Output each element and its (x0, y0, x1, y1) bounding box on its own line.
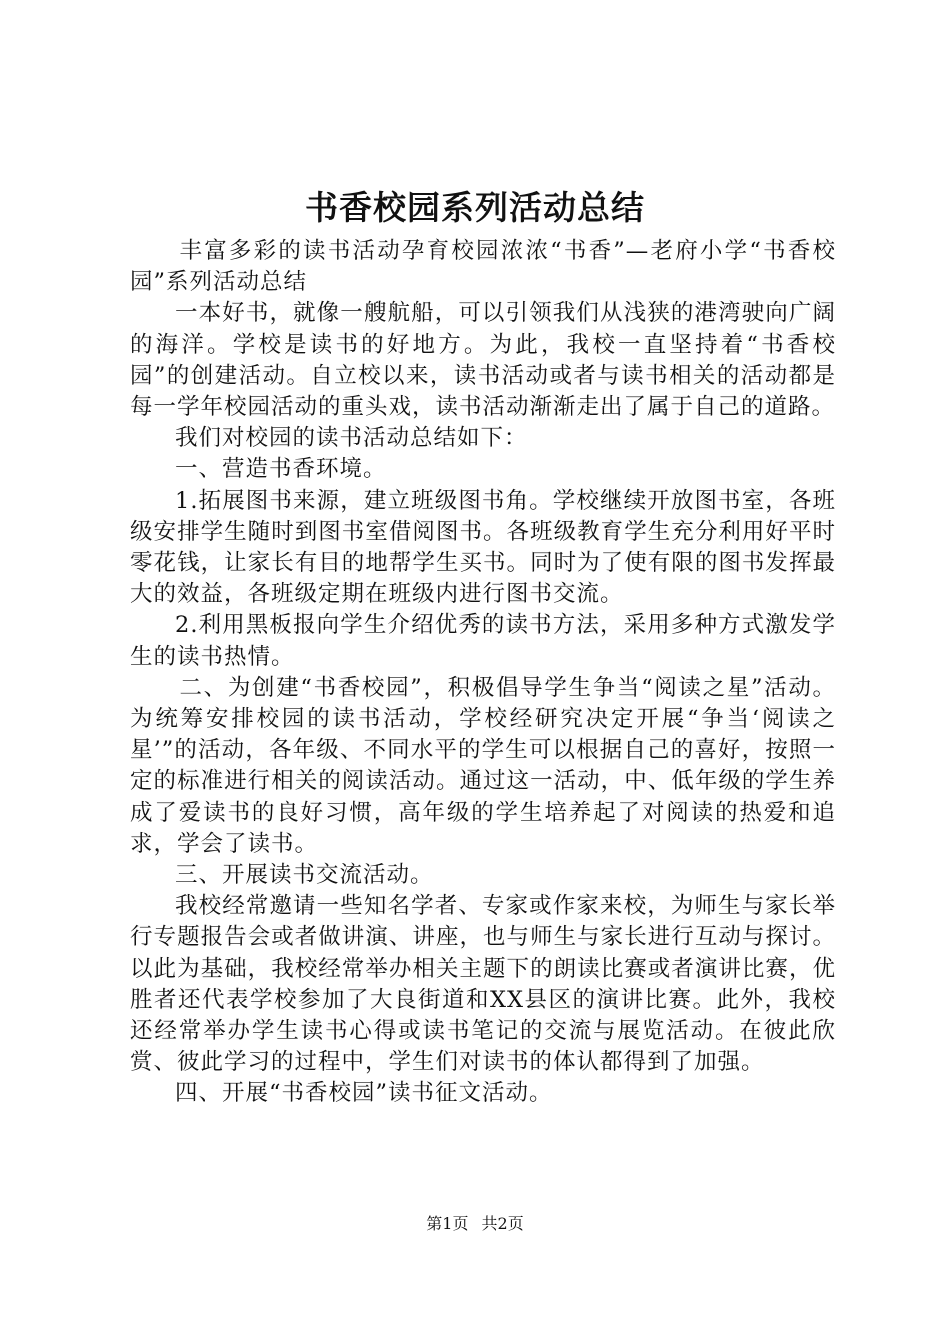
page-number: 第1页 (426, 1214, 469, 1233)
subtitle-paragraph: 丰富多彩的读书活动孕育校园浓浓“书香”—老府小学“书香校园”系列活动总结 (130, 238, 836, 296)
body-paragraph: 一本好书，就像一艘航船，可以引领我们从浅狭的港湾驶向广阔的海洋。学校是读书的好地方。为此，我校一直坚持着“书香校园”的创建活动。自立校以来，读书活动或者与读书相关的活动都是每一学年校园活动的重头戏，读书活动渐渐走出了属于自己的道路。 (130, 300, 836, 421)
section-heading: 三、开展读书交流活动。 (175, 862, 434, 889)
body-paragraph: 2.利用黑板报向学生介绍优秀的读书方法，采用多种方式激发学生的读书热情。 (130, 612, 836, 670)
document-title: 书香校园系列活动总结 (305, 188, 645, 227)
section-heading: 二、为创建“书香校园”，积极倡导学生争当“阅读之星”活动。为统筹安排校园的读书活动，学校经研究决定开展“争当‘阅读之星’”的活动，各年级、不同水平的学生可以根据自己的喜好，按照一定的标准进行相关的阅读活动。通过这一活动，中、低年级的学生养成了爱读书的良好习惯，高年级的学生培养起了对阅读的热爱和追求，学会了读书。 (130, 674, 836, 857)
page-total: 共2页 (481, 1214, 524, 1233)
body-paragraph: 我校经常邀请一些知名学者、专家或作家来校，为师生与家长举行专题报告会或者做讲演、讲座，也与师生与家长进行互动与探讨。以此为基础，我校经常举办相关主题下的朗读比赛或者演讲比赛，优胜者还代表学校参加了大良街道和XX县区的演讲比赛。此外，我校还经常举办学生读书心得或读书笔记的交流与展览活动。在彼此欣赏、彼此学习的过程中，学生们对读书的体认都得到了加强。 (130, 893, 836, 1076)
document-body (130, 236, 836, 1110)
body-paragraph: 我们对校园的读书活动总结如下： (175, 425, 528, 452)
page-footer (0, 1213, 950, 1235)
section-heading: 四、开展“书香校园”读书征文活动。 (175, 1080, 553, 1107)
section-heading: 一、营造书香环境。 (175, 456, 387, 483)
body-paragraph: 1.拓展图书来源，建立班级图书角。学校继续开放图书室，各班级安排学生随时到图书室借阅图书。各班级教育学生充分利用好平时零花钱，让家长有目的地帮学生买书。同时为了使有限的图书发挥最大的效益，各班级定期在班级内进行图书交流。 (130, 487, 836, 608)
